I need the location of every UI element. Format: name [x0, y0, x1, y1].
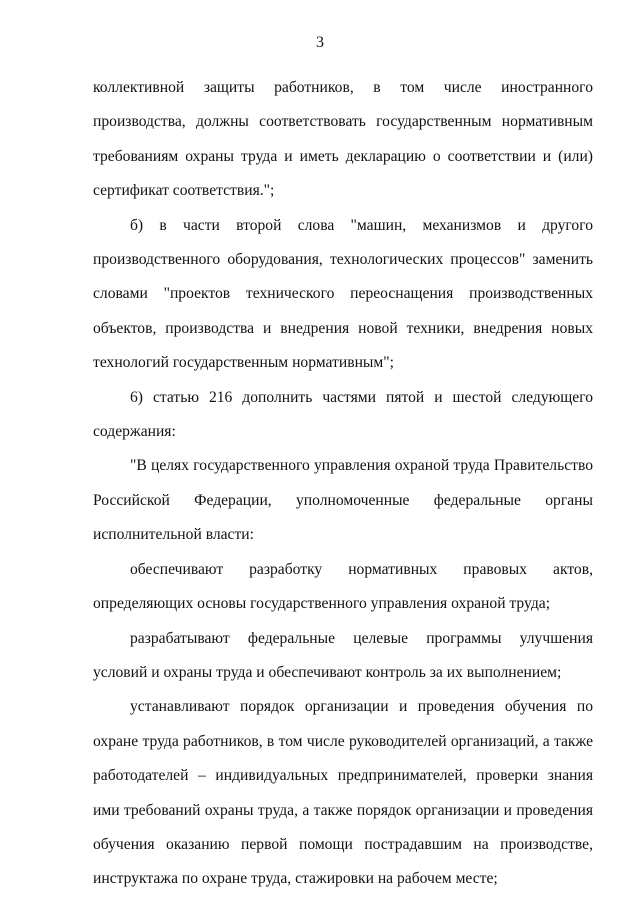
page-number: 3 — [316, 34, 324, 51]
paragraph-continuation: коллективной защиты работников, в том числе иностранного производства, должны соответствовать государственным нормативным требованиям охраны труда и иметь декларацию о соответствии и (или) сертификат соответствия."; — [93, 79, 593, 200]
paragraph-list-item: разрабатывают федеральные целевые программы улучшения условий и охраны труда и обеспечивают контроль за их выполнением; — [93, 629, 593, 681]
document-body — [93, 71, 593, 897]
paragraph-list-item: обеспечивают разработку нормативных правовых актов, определяющих основы государственного управления охраной труда; — [93, 560, 593, 613]
paragraph-quote-intro: "В целях государственного управления охраной труда Правительство Российской Федерации, уполномоченные федеральные органы исполнительной власти: — [93, 457, 593, 544]
paragraph-item-6: 6) статью 216 дополнить частями пятой и шестой следующего содержания: — [93, 388, 593, 441]
paragraph-list-item: устанавливают порядок организации и проведения обучения по охране труда работников, в том числе руководителей организаций, а также работодателей – индивидуальных предпринимателей, проверки знания ими требований охраны труда, а также порядок организации и проведения обучения оказанию первой помощи пострадавшим на производстве, инструктажа по охране труда, стажировки на рабочем месте; — [93, 698, 593, 888]
paragraph-item-b: б) в части второй слова "машин, механизмов и другого производственного оборудования, технологических процессов" заменить словами "проектов технического переоснащения производственных объектов, производства и внедрения новой техники, внедрения новых технологий государственным нормативным"; — [93, 216, 593, 372]
